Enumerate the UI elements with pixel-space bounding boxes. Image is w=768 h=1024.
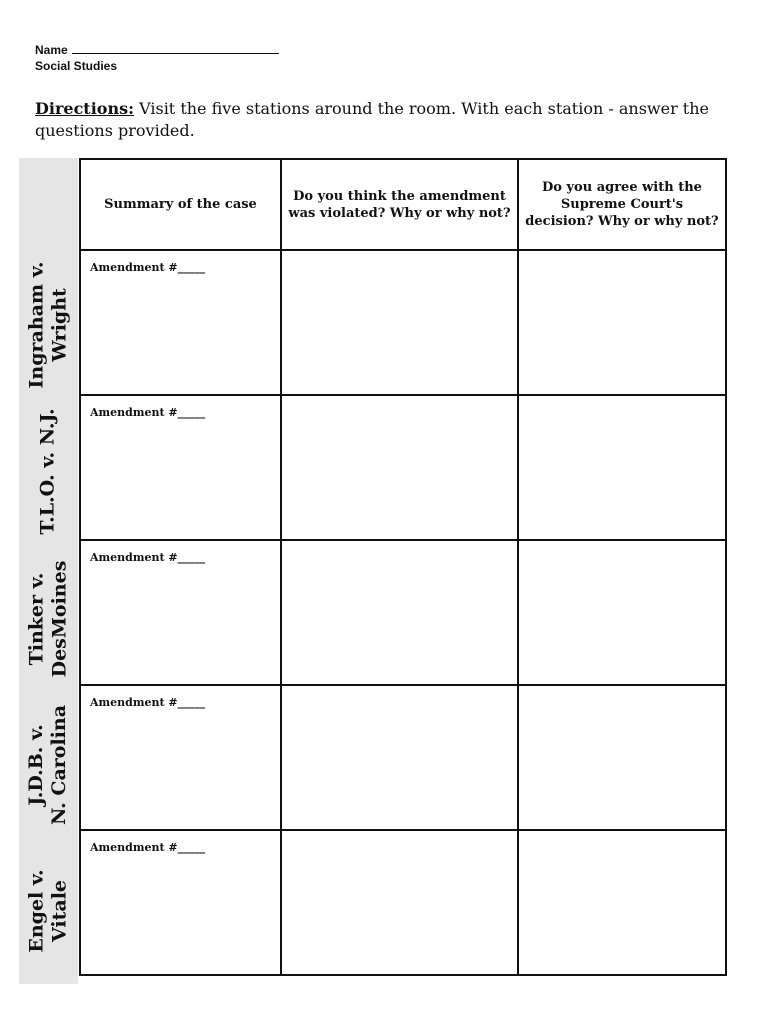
summary-cell[interactable] <box>80 395 281 540</box>
summary-cell[interactable] <box>80 250 281 395</box>
case-label-tinker <box>19 545 78 692</box>
amendment-label: Amendment #_____ <box>90 841 206 854</box>
table-row <box>80 250 726 395</box>
violated-cell[interactable] <box>281 685 518 830</box>
amendment-label: Amendment #_____ <box>90 551 206 564</box>
case-label-line2: Wright <box>48 288 71 362</box>
table-row <box>80 685 726 830</box>
directions-label: Directions: <box>35 99 134 118</box>
case-label-jdb <box>19 692 78 838</box>
directions <box>35 98 725 142</box>
table-header-row <box>80 159 726 250</box>
column-header-summary: Summary of the case <box>80 159 281 250</box>
class-label: Social Studies <box>35 59 118 73</box>
name-row <box>35 42 279 58</box>
worksheet-header <box>35 42 279 74</box>
agree-cell[interactable] <box>518 685 726 830</box>
summary-cell[interactable] <box>80 540 281 685</box>
name-blank[interactable] <box>72 43 279 54</box>
column-header-agree: Do you agree with the Supreme Court's decision? Why or why not? <box>518 159 726 250</box>
agree-cell[interactable] <box>518 250 726 395</box>
column-header-violated: Do you think the amendment was violated? Why or why not? <box>281 159 518 250</box>
case-table <box>79 158 727 976</box>
violated-cell[interactable] <box>281 540 518 685</box>
case-label-tlo <box>19 398 78 545</box>
name-label: Name <box>35 43 68 57</box>
case-label-engel <box>19 838 78 984</box>
amendment-label: Amendment #_____ <box>90 261 206 274</box>
case-label-line1: T.L.O. v. N.J. <box>37 408 60 535</box>
case-label-line2: DesMoines <box>48 560 71 677</box>
agree-cell[interactable] <box>518 830 726 975</box>
agree-cell[interactable] <box>518 540 726 685</box>
case-label-line2: N. Carolina <box>48 704 71 826</box>
violated-cell[interactable] <box>281 830 518 975</box>
agree-cell[interactable] <box>518 395 726 540</box>
case-label-line1: Engel v. <box>25 869 48 953</box>
case-label-line1: Tinker v. <box>25 572 48 665</box>
case-label-ingraham <box>19 252 78 398</box>
amendment-label: Amendment #_____ <box>90 406 206 419</box>
table-row <box>80 395 726 540</box>
amendment-label: Amendment #_____ <box>90 696 206 709</box>
case-label-line1: J.D.B. v. <box>25 724 48 806</box>
directions-text: Visit the five stations around the room. With each station - answer the questions provided. <box>35 99 709 140</box>
table-row <box>80 830 726 975</box>
table-row <box>80 540 726 685</box>
summary-cell[interactable] <box>80 685 281 830</box>
summary-cell[interactable] <box>80 830 281 975</box>
case-label-line1: Ingraham v. <box>25 261 48 389</box>
violated-cell[interactable] <box>281 395 518 540</box>
case-label-line2: Vitale <box>48 879 71 943</box>
violated-cell[interactable] <box>281 250 518 395</box>
